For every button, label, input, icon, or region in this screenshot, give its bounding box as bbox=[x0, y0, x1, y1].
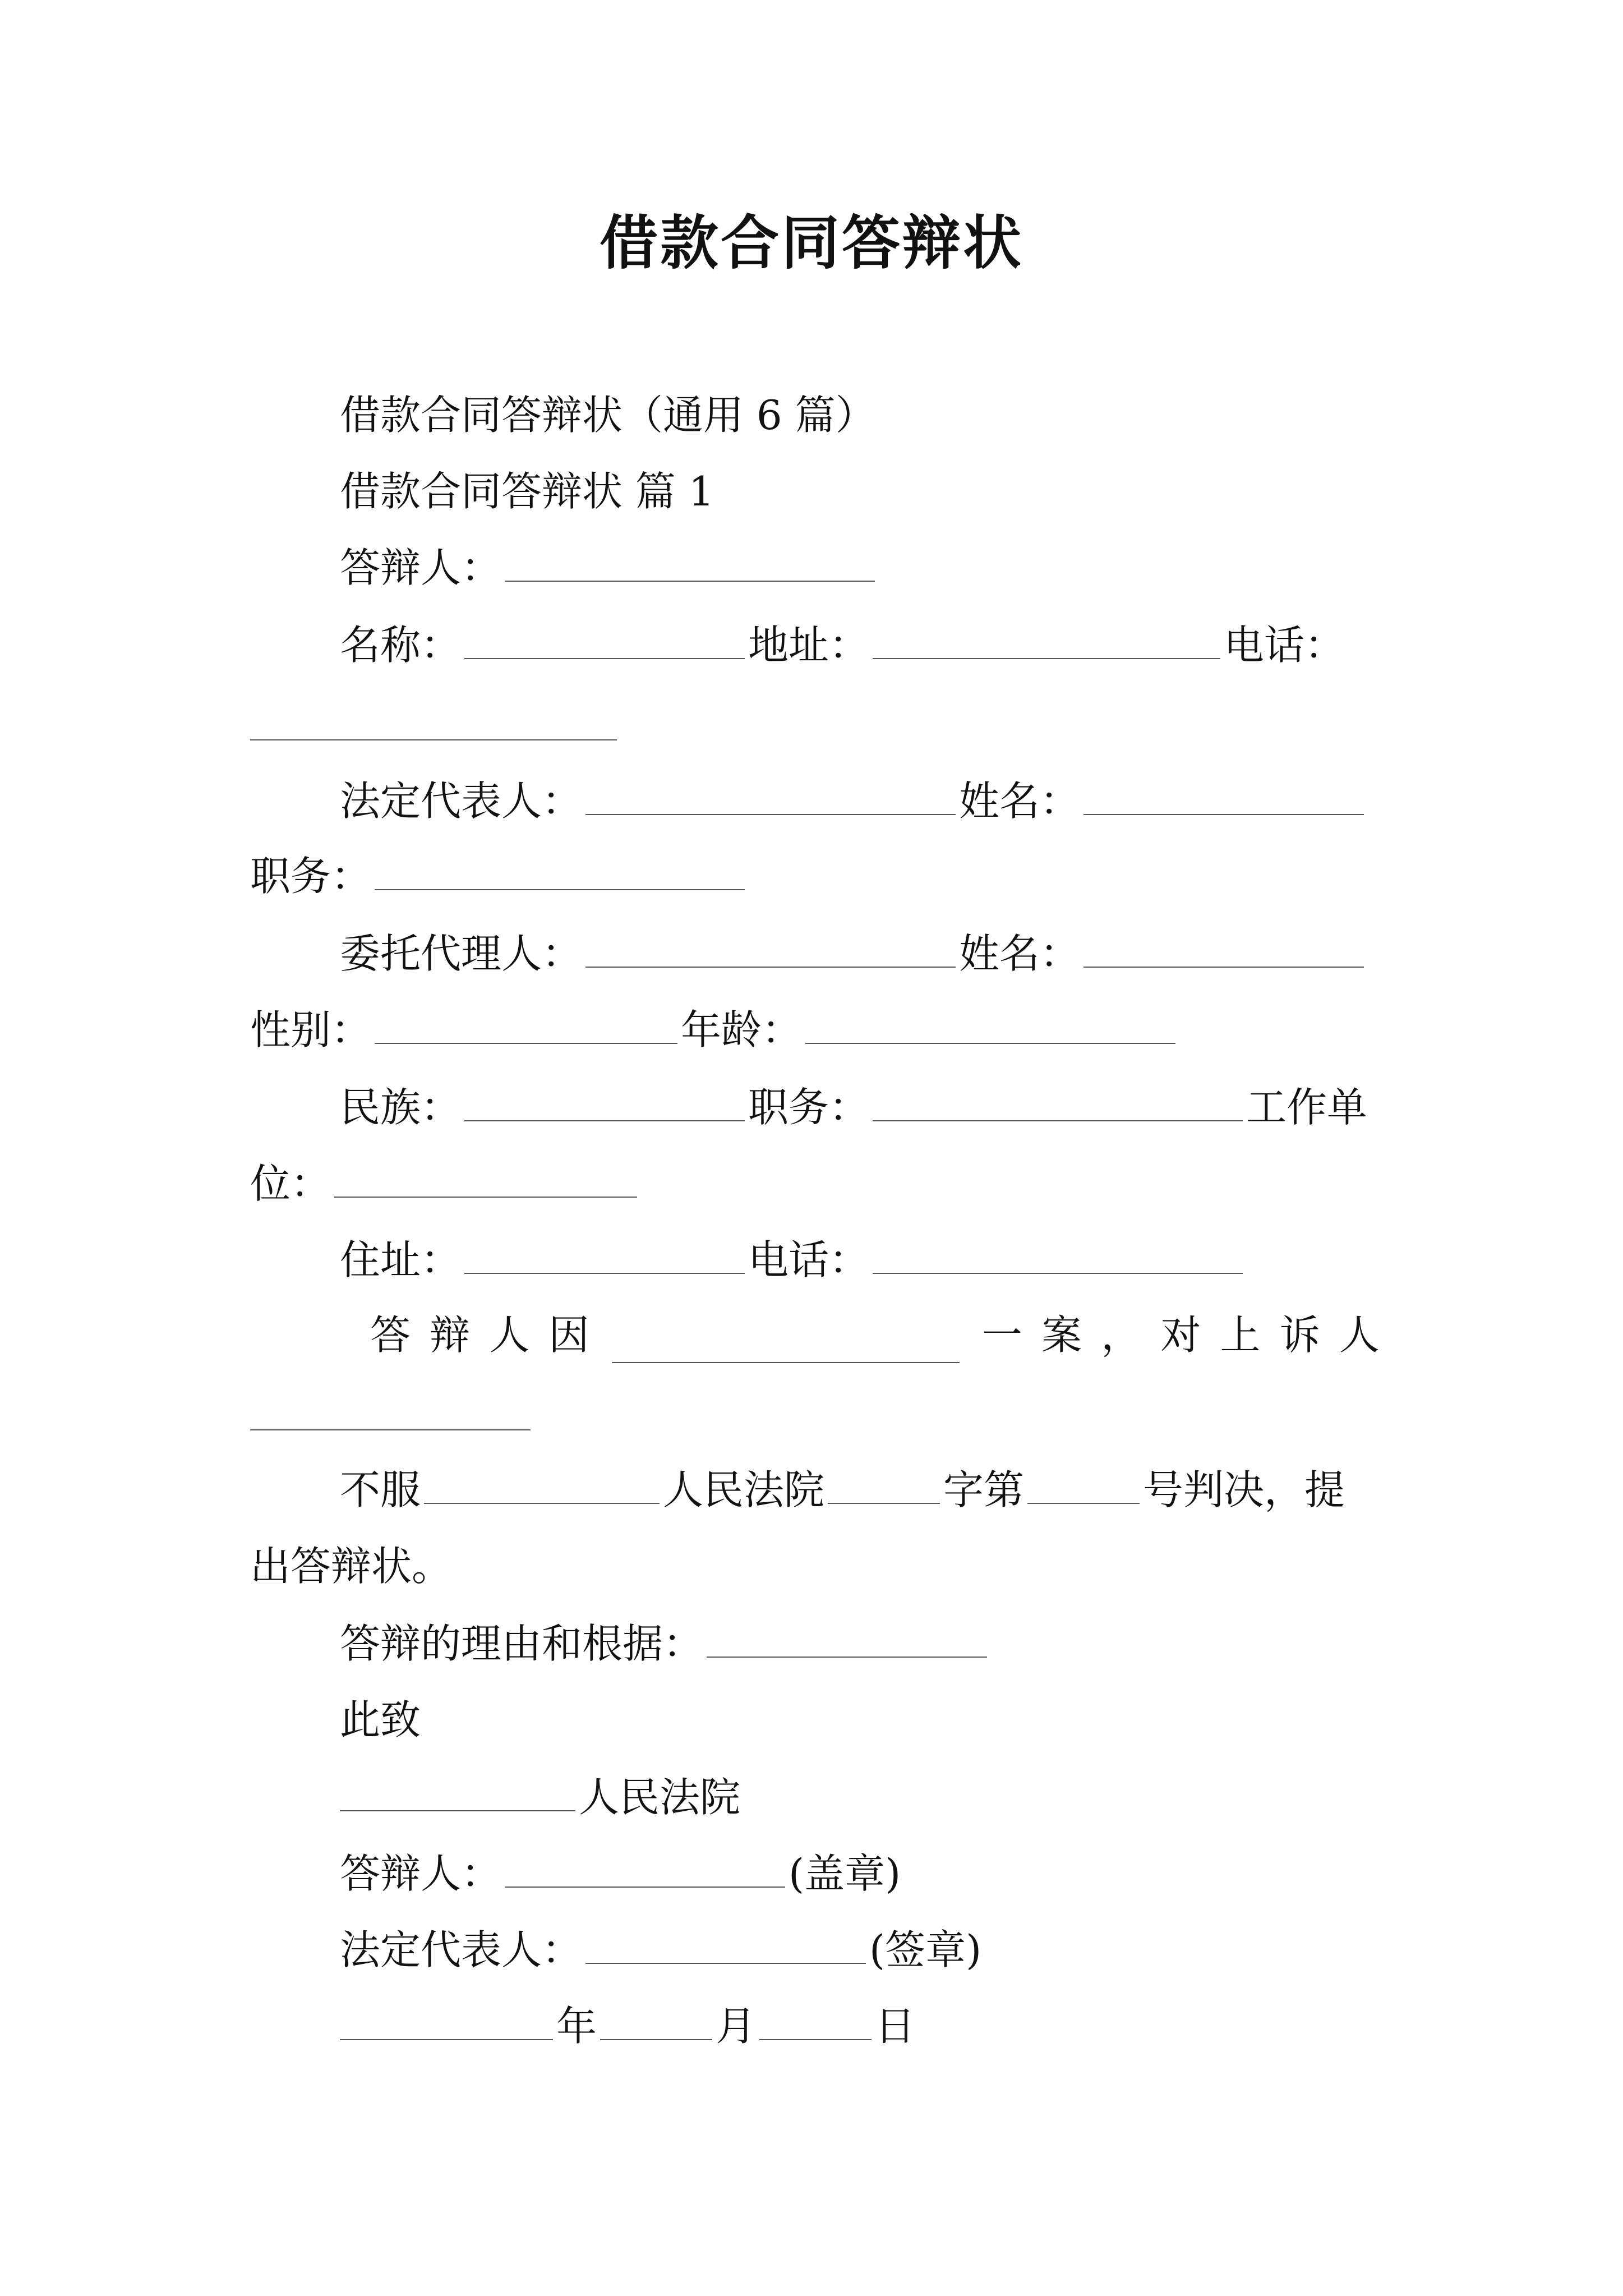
year-label: 年 bbox=[556, 2003, 597, 2050]
case-char: 人 bbox=[489, 1312, 530, 1359]
agent-name-blank[interactable] bbox=[1083, 933, 1364, 968]
case-tail-char: 一 bbox=[981, 1312, 1022, 1359]
intro-line: 借款合同答辩状（通用 6 篇） bbox=[340, 392, 876, 439]
signature-note: (签章) bbox=[869, 1926, 982, 1973]
work-unit-label-1: 工作单 bbox=[1246, 1084, 1368, 1131]
ethnicity-blank[interactable] bbox=[464, 1087, 745, 1121]
agent-line bbox=[340, 926, 1367, 982]
gender-age-line bbox=[250, 1002, 1179, 1058]
respondent-label: 答辩人： bbox=[340, 544, 502, 591]
phone-label: 电话： bbox=[1224, 622, 1345, 669]
salutation: 此致 bbox=[340, 1696, 421, 1743]
agent-blank[interactable] bbox=[585, 933, 956, 968]
name-label: 名称： bbox=[340, 622, 462, 669]
case-blank[interactable] bbox=[612, 1328, 960, 1363]
reasons-blank[interactable] bbox=[707, 1623, 987, 1658]
sign-respondent-blank[interactable] bbox=[505, 1853, 785, 1888]
ethnicity-line bbox=[340, 1079, 1367, 1135]
legal-rep-line bbox=[340, 773, 1367, 829]
case-tail-char: 对 bbox=[1160, 1312, 1201, 1359]
appellant-blank[interactable] bbox=[250, 1429, 531, 1430]
work-unit-line bbox=[250, 1156, 640, 1212]
case-zi-blank[interactable] bbox=[828, 1469, 940, 1504]
position-label: 职务： bbox=[250, 853, 372, 900]
address-label: 地址： bbox=[748, 622, 870, 669]
sign-respondent-label: 答辩人： bbox=[340, 1850, 502, 1897]
month-label: 月 bbox=[716, 2003, 757, 2050]
year-blank[interactable] bbox=[340, 2005, 553, 2040]
document-title: 借款合同答辩状 bbox=[599, 208, 1023, 277]
work-unit-blank[interactable] bbox=[334, 1163, 637, 1198]
sign-legal-rep-label: 法定代表人： bbox=[340, 1926, 583, 1973]
case-line bbox=[370, 1307, 1380, 1363]
residence-label: 住址： bbox=[340, 1236, 462, 1283]
addressee-court-blank[interactable] bbox=[340, 1777, 575, 1811]
case-tail-char: ， bbox=[1101, 1312, 1142, 1359]
residence-phone-label: 电话： bbox=[748, 1236, 870, 1283]
legal-rep-label: 法定代表人： bbox=[340, 777, 583, 825]
judgment-line bbox=[340, 1462, 1345, 1518]
submit-defense-line: 出答辩状。 bbox=[250, 1543, 453, 1590]
name-address-line bbox=[340, 617, 1345, 673]
name-blank[interactable] bbox=[464, 624, 745, 659]
sign-respondent-line bbox=[340, 1846, 901, 1902]
sign-legal-rep-line bbox=[340, 1922, 981, 1978]
case-tail-char: 人 bbox=[1339, 1312, 1380, 1359]
ethnicity-label: 民族： bbox=[340, 1084, 462, 1131]
age-label: 年龄： bbox=[681, 1006, 803, 1053]
section-heading: 借款合同答辩状 篇 1 bbox=[340, 468, 714, 515]
case-tail-char: 案 bbox=[1041, 1312, 1082, 1359]
case-char: 答 bbox=[370, 1312, 411, 1359]
agent-position-blank[interactable] bbox=[873, 1087, 1243, 1121]
court-text: 人民法院 bbox=[663, 1466, 825, 1513]
seal-note: (盖章) bbox=[789, 1850, 901, 1897]
work-unit-label-2: 位： bbox=[250, 1160, 331, 1207]
addressee-line bbox=[340, 1769, 740, 1825]
case-char: 因 bbox=[548, 1312, 589, 1359]
position-blank[interactable] bbox=[375, 855, 745, 890]
sign-legal-rep-blank[interactable] bbox=[585, 1929, 866, 1964]
full-name-label: 姓名： bbox=[959, 777, 1081, 825]
agent-label: 委托代理人： bbox=[340, 930, 583, 977]
phone-blank[interactable] bbox=[250, 739, 617, 740]
month-blank[interactable] bbox=[600, 2005, 712, 2040]
position-line bbox=[250, 848, 748, 904]
case-tail-char: 诉 bbox=[1279, 1312, 1320, 1359]
address-blank[interactable] bbox=[873, 624, 1220, 659]
addressee-court-text: 人民法院 bbox=[579, 1774, 741, 1821]
age-blank[interactable] bbox=[805, 1009, 1175, 1044]
residence-blank[interactable] bbox=[464, 1239, 745, 1274]
legal-rep-blank[interactable] bbox=[585, 780, 956, 815]
residence-phone-blank[interactable] bbox=[873, 1239, 1243, 1274]
not-accept-text: 不服 bbox=[340, 1466, 421, 1513]
gender-blank[interactable] bbox=[375, 1009, 677, 1044]
case-number-blank[interactable] bbox=[1027, 1469, 1140, 1504]
judgment-tail-text: 号判决，提 bbox=[1143, 1466, 1345, 1513]
day-blank[interactable] bbox=[759, 2005, 872, 2040]
case-char: 辩 bbox=[430, 1312, 471, 1359]
residence-line bbox=[340, 1232, 1246, 1288]
reasons-line bbox=[340, 1616, 990, 1672]
zi-di-text: 字第 bbox=[943, 1466, 1025, 1513]
case-tail-char: 上 bbox=[1220, 1312, 1261, 1359]
reasons-label: 答辩的理由和根据： bbox=[340, 1620, 704, 1667]
date-line bbox=[340, 1998, 915, 2054]
respondent-line bbox=[340, 540, 878, 596]
gender-label: 性别： bbox=[250, 1006, 372, 1053]
day-label: 日 bbox=[875, 2003, 916, 2050]
respondent-blank[interactable] bbox=[505, 547, 875, 582]
agent-position-label: 职务： bbox=[748, 1084, 870, 1131]
court-name-blank[interactable] bbox=[424, 1469, 660, 1504]
full-name-blank[interactable] bbox=[1083, 780, 1364, 815]
agent-name-label: 姓名： bbox=[959, 930, 1081, 977]
